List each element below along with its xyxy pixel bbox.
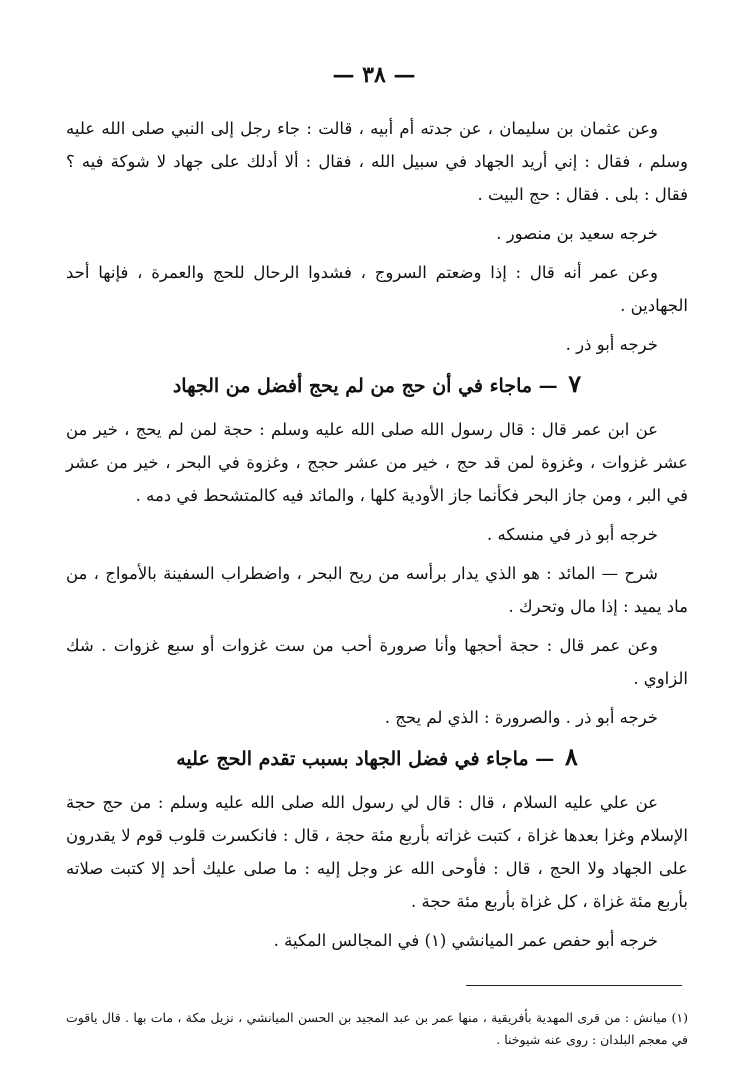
page-number: — ٣٨ — — [332, 62, 416, 88]
section-title: — ماجاء في أن حج من لم يحج أفضل من الجهاد — [172, 375, 558, 397]
source-text: خرجه سعيد بن منصور . — [496, 224, 658, 243]
section-title: — ماجاء في فضل الجهاد بسبب تقدم الحج عليه — [176, 748, 555, 770]
hadith-ali: عن علي عليه السلام ، قال : قال لي رسول الله صلى الله عليه وسلم : من حج حجة الإسلام وغزا بعدها غزاة ، كتبت غزاته بأربع مئة حجة ، قال : فانكسرت قلوب قوم لا يقدرون على الجهاد ولا الحج ، قال : فأوحى الله عز وجل إليه : ما صلى عليك أحد إلا كتبت صلاته بأربع مئة غزاة ، كل غزاة بأربع مئة حجة . — [66, 793, 688, 911]
section-number: ٧ — [568, 369, 582, 398]
footnote-divider — [466, 985, 682, 986]
source-attribution — [66, 518, 688, 551]
source-text: خرجه أبو ذر في منسكه . — [487, 525, 658, 544]
source-text: خرجه أبو ذر . — [565, 335, 658, 354]
hadith-ibn-umar: عن ابن عمر قال : قال رسول الله صلى الله عليه وسلم : حجة لمن لم يحج ، خير من عشر غزوات ، وغزوة لمن قد حج ، خير من عشر حجج ، وغزوة في البحر ، خير من عشر في البر ، ومن جاز البحر فكأنما جاز الأودية كلها ، والمائد فيه كالمتشحط في دمه . — [66, 420, 688, 505]
section-heading-7 — [66, 367, 688, 403]
footnote: (١) ميانش : من قرى المهدية بأفريقية ، منها عمر بن عبد المجيد بن الحسن الميانشي ، نزيل مكة ، مات بها . قال ياقوت في معجم البلدان : روى عنه شيوخنا . — [66, 1009, 688, 1047]
source-attribution — [66, 217, 688, 250]
source-text: خرجه أبو حفص عمر الميانشي (١) في المجالس المكية . — [273, 931, 658, 950]
hadith-uthman: وعن عثمان بن سليمان ، عن جدته أم أبيه ، قالت : جاء رجل إلى النبي صلى الله عليه وسلم ، فقال : إني أريد الجهاد في سبيل الله ، فقال : ألا أدلك على جهاد لا شوكة فيه ؟ فقال : بلى . فقال : حج البيت . — [66, 119, 688, 204]
section-heading-8 — [66, 740, 688, 776]
source-text: خرجه أبو ذر . والصرورة : الذي لم يحج . — [384, 708, 658, 727]
source-attribution — [66, 328, 688, 361]
section-number: ٨ — [564, 742, 578, 771]
hadith-umar-saddles: وعن عمر أنه قال : إذا وضعتم السروج ، فشدوا الرحال للحج والعمرة ، فإنها أحد الجهادين . — [66, 263, 688, 315]
main-text — [66, 112, 688, 963]
hadith-umar-sarura: وعن عمر قال : حجة أحجها وأنا صرورة أحب من ست غزوات أو سبع غزوات . شك الزاوي . — [66, 636, 688, 688]
commentary-sharh: شرح — المائد : هو الذي يدار برأسه من ريح البحر ، واضطراب السفينة بالأمواج ، من ماد يميد : إذا مال وتحرك . — [66, 564, 688, 616]
source-attribution — [66, 701, 688, 734]
source-attribution — [66, 924, 688, 957]
